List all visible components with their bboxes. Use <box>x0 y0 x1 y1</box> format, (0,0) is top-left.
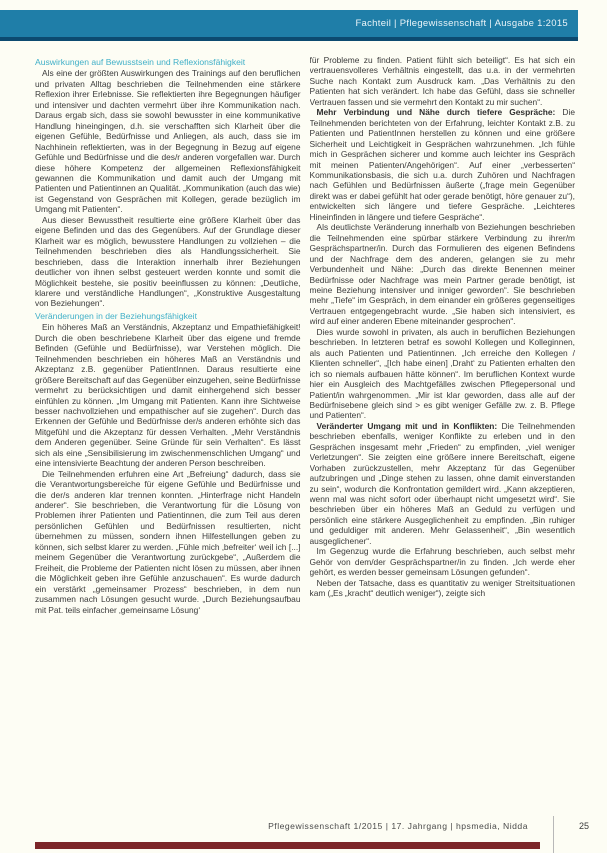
paragraph: Als deutlichste Veränderung innerhalb von Beziehungen beschrieben die Teilnehmenden eine spürbar stärkere Verbindung zu ihrer/m Gesprächspartner/in. Durch das Formulieren des eigenen Befindens und der Nachfrage dem des anderen, gelangen sie zu mehr Verbundenheit und Nähe: „Durch das direkte Benennen meiner Bedürfnisse oder Nachfrage was mein Partner gerade benötigt, ist meine Beziehung intensiver und inniger geworden“. Sie beschrieben mehr „Tiefe“ im Gespräch, in dem einander ein größeres gegenseitiges Vertrauen entgegengebracht wurde. „Sie haben sich intensiviert, es wird auf einer anderen Ebene miteinander gesprochen“. <box>309 222 575 327</box>
footer-accent-rule <box>35 842 540 849</box>
section-heading: Veränderungen in der Beziehungsfähigkeit <box>35 310 197 321</box>
section-heading: Auswirkungen auf Bewusstsein und Reflexionsfähigkeit <box>35 57 246 67</box>
page-number: 25 <box>578 821 589 831</box>
right-column <box>310 55 576 803</box>
paragraph: Veränderter Umgang mit und in Konflikten: Die Teilnehmenden beschrieben ebenfalls, weniger Konflikte zu erleben und in den Gesprächen insgesamt mehr „Frieden“ zu empfinden, „viel weniger Verletzungen“. Sie zeigten eine größere innere Bereitschaft, eigene Vorhaben zurückzustellen, mehr Akzeptanz für das Gegenüber aufzubringen und „Dinge stehen zu lassen, ohne damit einverstanden zu sein“, wodurch die Konfrontation gemildert wird. „Kann akzeptieren, wenn mal was nicht sofort oder überhaupt nicht umgesetzt wird“. Sie beschrieben über ein höheres Maß an Geduld zu verfügen und persönlich eine stärkere Ausgeglichenheit zu empfinden. „Bin ruhiger und geduldiger mit anderen. Mehr Gelassenheit“, „Bin wesentlich ausgeglichener“. <box>309 420 575 546</box>
paragraph: Neben der Tatsache, dass es quantitativ zu weniger Streitsituationen kam („Es „kracht“ deutlich weniger“), zeigte sich <box>309 577 575 599</box>
paragraph: Aus dieser Bewusstheit resultierte eine größere Klarheit über das eigene Befinden und das des Gegenübers. Auf der Grundlage dieser Klarheit war es möglich, bewusstere Handlungen zu vollziehen – die Teilnehmenden beschrieben dies als Handlungssicherheit. Sie beschrieben, dass die Interaktion innerhalb ihrer Beziehungen deutlicher von ihnen selbst gesteuert werden konnte und somit die Möglichkeit bestehe, sie positiv beeinflussen zu können: „Deutliche, klarere und verständliche Handlungen“, „Konstruktive Ausgestaltung von Beziehungen“. <box>35 214 301 309</box>
run-in-heading: Mehr Verbindung und Nähe durch tiefere Gespräche: <box>316 107 563 118</box>
paragraph: Dies wurde sowohl in privaten, als auch in beruflichen Beziehungen beschrieben. In letzteren betraf es sowohl Kollegen und Kolleginnen, als auch Patienten und Patientinnen. „Ich erreiche den Kollegen / Klienten schneller“, „[Ich habe einen] ‚Draht‘ zu Patienten erhalten den ich so niemals aufbauen hätte können“. Im beruflichen Kontext wurde hier ein Ausgleich des Machtgefälles zwischen Pflegepersonal und Patient/in wahrgenommen. „Mir ist klar geworden, dass alle auf der Bedürfnisebene gleich sind > es gibt weniger Gefälle zw. z. B. Pflege und Patienten“. <box>309 326 575 421</box>
paragraph: Die Teilnehmenden erfuhren eine Art „Befreiung“ dadurch, dass sie die Verantwortungsbereiche für eigene Gefühle und Bedürfnisse und die der/s anderen klar trennen konnten. „Hinterfrage nicht Handeln anderer“. Sie beschrieben, die Verantwortung für die Lösung von Problemen ihrer Patienten und Patientinnen, die zum Teil aus deren persönlichen Gefühlen und Bedürfnissen resultierten, nicht übernehmen zu müssen, sondern ihnen Hilfestellungen geben zu können, sich selbst klarer zu werden. „Fühle mich ‚befreiter‘ weil ich [...] meinem Gegenüber die Verantwortung zurückgebe“, „Außerdem die Freiheit, die Probleme der Patienten nicht lösen zu müssen, aber ihnen die Möglichkeit geben ihre Gefühle anzuschauen“. Es wurde dadurch ein verstärkt „gemeinsamer Prozess“ beschrieben, in dem nun zusammen nach Lösungen gesucht wurde. „Durch Beziehungsaufbau mit Pat. teils einfacher ‚gemeinsame Lösung‘ <box>35 468 301 615</box>
footer-journal-line: Pflegewissenschaft 1/2015 | 17. Jahrgang | hpsmedia, Nidda <box>268 821 528 831</box>
paragraph: Als eine der größten Auswirkungen des Trainings auf den beruflichen und privaten Alltag beschrieben die Teilnehmenden eine stärkere Reflexion ihrer Erlebnisse. Sie reflektierten ihre Begegnungen häufiger und intensiver und dachten vermehrt über ihre Kommunikation nach. Daraus ergab sich, dass sie sowohl bewusster in eine kommunikative Handlung hineingingen, d.h. sie verschafften sich Klarheit über die eigenen Gefühle, Bedürfnisse und Anliegen, als auch, dass sie im Nachhinein reflektierten, was in der Begegnung in Bezug auf eigene Gefühle und Bedürfnisse und die des/r anderen vorgefallen war. Durch diese höhere Kompetenz der allgemeinen Reflexionsfähigkeit gewannen die Kommunikation und damit auch der Umgang mit Patienten und Patientinnen an Qualität. „Kommunikation (auch das wie) ist Gegenstand von Gesprächen mit Kollegen, gerade bezüglich im Umgang mit Patienten“. <box>35 68 301 215</box>
run-in-heading: Veränderter Umgang mit und in Konflikten: <box>316 420 502 431</box>
paragraph: Mehr Verbindung und Nähe durch tiefere Gespräche: Die Teilnehmenden berichteten von der Erfahrung, leichter Kontakt z.B. zu Patienten und PatientInnen herstellen zu können und eine größere Sicherheit und Leichtigkeit in Gesprächen wahrzunehmen. „Ich fühle mich in Gesprächen sicherer und komme auch leichter ins Gespräch mit meinen Patienten/Angehörigen“. Auf einer „verbesserten“ Kommunikationsbasis, die sich u.a. durch Zuhören und Nachfragen nach Gefühlen und Bedürfnissen äußerte („frage mein Gegenüber direkt was er dabei gefühlt hat oder gerade benötigt, höre genauer zu“), entwickelten sich längere und tiefere Gespräche. „Leichteres Hineinfinden in längere und tiefere Gespräche“. <box>309 107 575 222</box>
article-body <box>35 55 575 803</box>
header-rule <box>0 37 578 41</box>
header-bar <box>0 10 578 37</box>
left-column <box>35 55 301 803</box>
header-bar-text: Fachteil | Pflegewissenschaft | Ausgabe 1:2015 <box>355 18 568 29</box>
footer-divider <box>553 816 554 853</box>
paragraph: Ein höheres Maß an Verständnis, Akzeptanz und Empathiefähigkeit! Durch die oben beschriebene Klarheit über das eigene und fremde Befinden (Gefühle und Bedürfnisse), war Verstehen möglich. Die Teilnehmenden beschrieben ein höheres Maß an Verständnis und Akzeptanz z.B. gegenüber PatientInnen. Daraus resultierte eine größere Bereitschaft auf das Gegenüber einzugehen, seine Bedürfnisse vermehrt zu berücksichtigen und damit einhergehend sich besser einfühlen zu können. „Im Umgang mit Patienten. Kann ihre Sichtweise besser nachvollziehen und empathischer auf sie zugehen“. Durch das Erkennen der Gefühle und Bedürfnisse der/s anderen erhöhte sich das Mitgefühl und die Akzeptanz für dessen Verhalten. „Mehr Verständnis dem Anderen gegenüber. Seine Gründe für sein Verhalten“. Es lässt sich als eine „Sensibilisierung im zwischenmenschlichen Umgang“ und eine intensivierte Beachtung der anderen Person beschreiben. <box>35 322 301 469</box>
paragraph: Im Gegenzug wurde die Erfahrung beschrieben, auch selbst mehr Gehör von dem/der Gesprächspartner/in zu finden. „Ich werde eher gehört, es werden besser gemeinsam Lösungen gefunden“. <box>309 546 575 578</box>
paragraph: für Probleme zu finden. Patient fühlt sich beteiligt“. Es hat sich ein vertrauensvolleres Verhältnis eingestellt, das u.a. in der vermehrten Suche nach Kontakt zum Ausdruck kam. „Das Verhältnis zu den Patienten hat sich verändert. Ich habe das Gefühl, dass sie schneller Vertrauen fassen und sie vermehrt den Kontakt zu mir suchen“. <box>309 55 575 107</box>
